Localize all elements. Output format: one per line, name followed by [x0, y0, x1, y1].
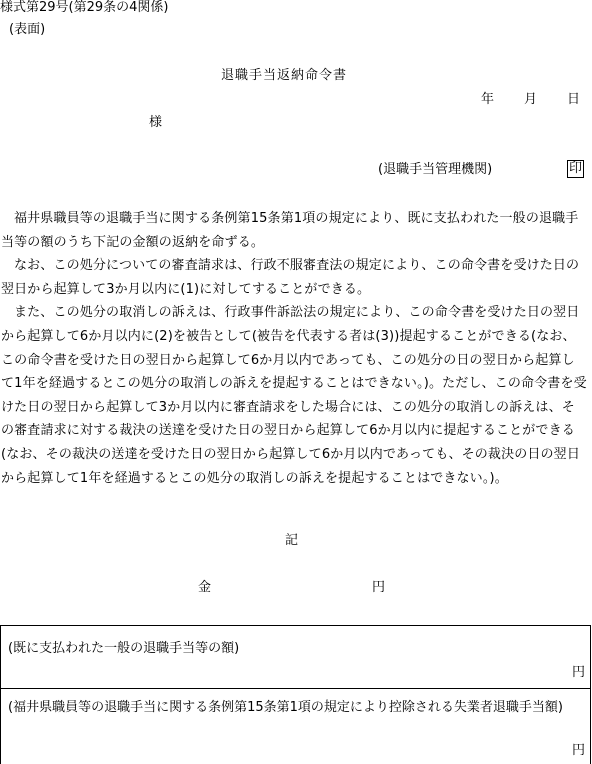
date-line: [481, 92, 580, 108]
amount-unit: 円: [372, 580, 386, 595]
date-month-label: 月: [524, 92, 538, 107]
amount-line: [198, 580, 385, 596]
document-title: 退職手当返納命令書: [221, 68, 348, 83]
deducted-unemployment-allowance-label: (福井県職員等の退職手当に関する条例第15条第1項の規定により控除される失業者退職手当額): [8, 700, 563, 715]
body-paragraph-appeal: なお、この処分についての審査請求は、行政不服審査法の規定により、この命令書を受けた日の翌日から起算して3か月以内に(1)に対してすることができる。: [1, 258, 580, 297]
table-row: [0, 625, 591, 689]
form-number: 様式第29号(第29条の4関係): [0, 0, 169, 15]
date-year-label: 年: [481, 92, 495, 107]
body-paragraph-lawsuit: また、この処分の取消しの訴えは、行政事件訴訟法の規定により、この命令書を受けた日の翌日から起算して6か月以内に(2)を被告として(被告を代表する者は(3))提起することができる(なお、この命令書を受けた日の翌日から起算して6か月以内であっても、この処分の日の翌日から起算して1年を経過するとこの処分の取消しの訴えを提起することはできない。)。ただし、この命令書を受けた日の翌日から起算して3か月以内に審査請求をした場合には、この処分の取消しの訴えは、その審査請求に対する裁決の送達を受けた日の翌日から起算して6か月以内に提起することができる(なお、その裁決の送達を受けた日の翌日から起算して6か月以内であっても、その裁決の日の翌日から起算して1年を経過するとこの処分の取消しの訴えを提起することはできない。)。: [1, 305, 587, 486]
paid-retirement-allowance-unit: 円: [571, 665, 585, 680]
side-label: (表面): [9, 22, 46, 37]
deducted-unemployment-allowance-unit: 円: [571, 743, 585, 758]
record-mark: 記: [285, 533, 299, 548]
seal-box: 印: [568, 161, 582, 176]
paid-retirement-allowance-label: (既に支払われた一般の退職手当等の額): [8, 641, 240, 656]
issuer-label: (退職手当管理機関): [378, 162, 493, 177]
table-row: [0, 688, 591, 764]
date-day-label: 日: [567, 92, 581, 107]
body-paragraph-order: 福井県職員等の退職手当に関する条例第15条第1項の規定により、既に支払われた一般の退職手当等の額のうち下記の金額の返納を命ずる。: [1, 211, 579, 250]
addressee-honorific: 様: [149, 115, 163, 130]
body-text: [1, 207, 587, 490]
amount-label: 金: [198, 580, 212, 595]
